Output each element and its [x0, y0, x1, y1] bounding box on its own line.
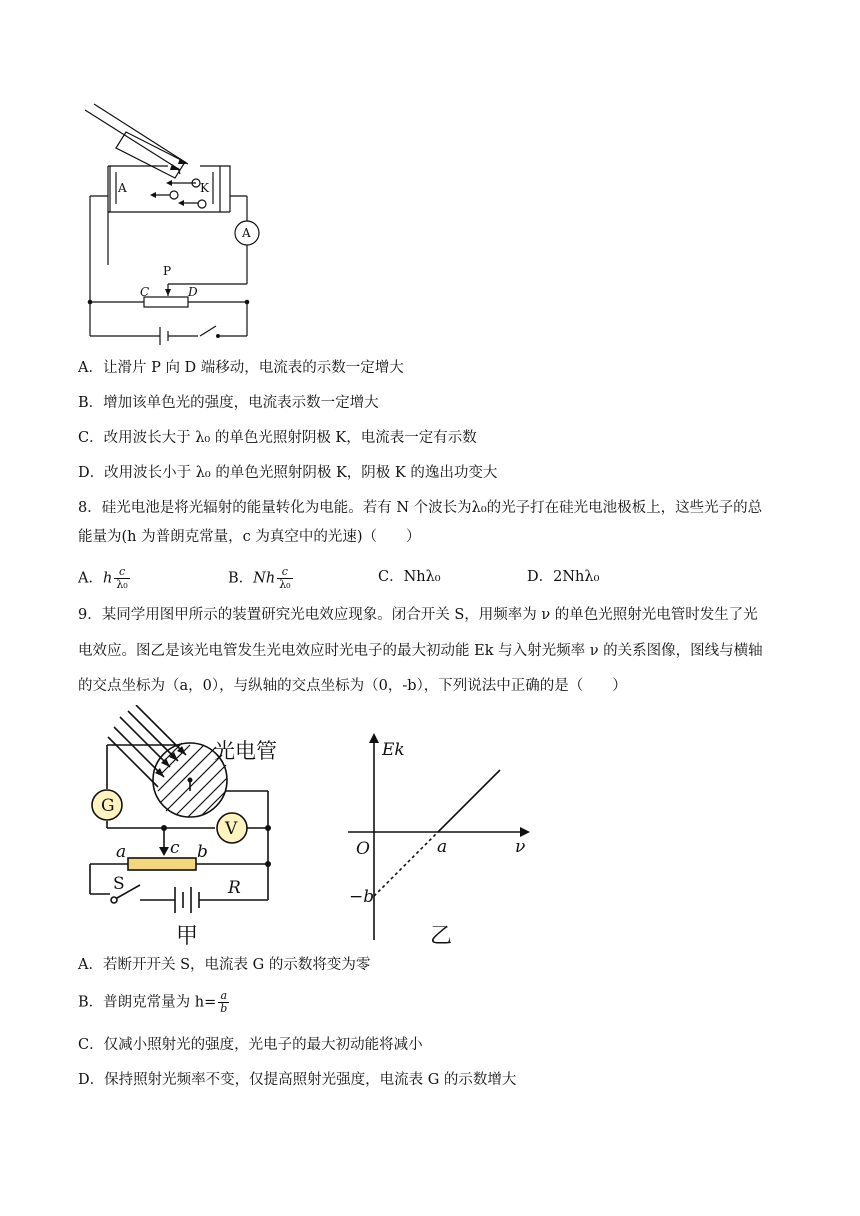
phototube-label: 光电管 [214, 739, 277, 763]
origin-label: O [356, 839, 370, 859]
q8-option-a-prefix: A． [78, 570, 103, 587]
q8-option-d: D．2Nhλ₀ [527, 569, 600, 585]
q7-option-c: C．改用波长大于 λ₀ 的单色光照射阴极 K，电流表一定有示数 [78, 430, 477, 446]
q8-stem-line2: 能量为(h 为普朗克常量，c 为真空中的光速)（ ） [78, 529, 421, 545]
q8-option-a-fraction [114, 566, 129, 591]
cathode-label: K [200, 181, 209, 195]
rheostat-end-c-label: C [140, 285, 150, 299]
rheostat-end-d-label: D [188, 285, 198, 299]
slider-label: P [163, 264, 172, 278]
q8-option-b-prefix: B． [228, 570, 254, 587]
photoelectric-circuit-figure [80, 705, 290, 950]
q7-option-b: B．增加该单色光的强度，电流表示数一定增大 [78, 395, 379, 411]
x-intercept-label: a [437, 837, 448, 857]
y-intercept-label: −b [349, 887, 375, 907]
y-axis-label: Ek [382, 740, 405, 760]
resistor-label: R [228, 878, 241, 898]
q9-option-b [78, 990, 231, 1015]
q8-option-a-h: h [102, 570, 113, 587]
q9-option-a: A．若断开开关 S，电流表 G 的示数将变为零 [78, 957, 371, 973]
ek-graph-line [438, 770, 500, 832]
slider-c-label: c [170, 838, 180, 858]
q9-option-b-fraction [218, 990, 229, 1015]
voltmeter-label: V [225, 819, 238, 839]
q9-option-b-denominator: b [220, 1002, 228, 1015]
q8-option-b-nh: Nh [253, 570, 276, 587]
q8-option-c: C．Nhλ₀ [378, 569, 441, 585]
phototube-circuit-figure [80, 100, 270, 345]
q9-stem-line3: 的交点坐标为（a，0），与纵轴的交点坐标为（0，-b），下列说法中正确的是（ ） [78, 678, 627, 694]
q8-option-b-fraction [277, 566, 292, 591]
ek-graph-extension [374, 832, 438, 896]
q9-stem-line1: 9．某同学用图甲所示的装置研究光电效应现象。闭合开关 S，用频率为 ν 的单色光照射光电管时发生了光 [78, 607, 758, 623]
q9-option-c: C．仅减小照射光的强度，光电子的最大初动能将减小 [78, 1037, 423, 1053]
rheostat-a-label: a [116, 842, 127, 862]
galvanometer-label: G [101, 796, 115, 816]
q8-option-b-denominator: λ₀ [279, 578, 291, 591]
q8-option-b [228, 566, 295, 591]
q7-option-a: A．让滑片 P 向 D 端移动，电流表的示数一定增大 [78, 360, 404, 376]
figure-jia-caption: 甲 [176, 924, 199, 949]
ammeter-label: A [242, 226, 251, 240]
q9-option-b-numerator: a [218, 990, 229, 1003]
q8-option-a-numerator: c [114, 566, 129, 579]
q9-stem-line2: 电效应。图乙是该光电管发生光电效应时光电子的最大初动能 Ek 与入射光频率 ν 的关系图像，图线与横轴 [78, 643, 763, 659]
q8-option-a-denominator: λ₀ [116, 578, 128, 591]
q9-option-b-prefix: B．普朗克常量为 h= [78, 994, 217, 1011]
q7-option-d: D．改用波长小于 λ₀ 的单色光照射阴极 K，阴极 K 的逸出功变大 [78, 465, 498, 481]
ek-frequency-graph [340, 725, 540, 950]
anode-label: A [118, 181, 127, 195]
switch-label: S [113, 874, 125, 894]
q8-option-a [78, 566, 132, 591]
x-axis-label: ν [515, 837, 526, 857]
figure-yi-caption: 乙 [430, 924, 453, 949]
q9-option-d: D．保持照射光频率不变，仅提高照射光强度，电流表 G 的示数增大 [78, 1072, 517, 1088]
q8-option-b-numerator: c [277, 566, 292, 579]
q8-stem-line1: 8．硅光电池是将光辐射的能量转化为电能。若有 N 个波长为λ₀的光子打在硅光电池极板上，这些光子的总 [78, 500, 763, 516]
rheostat-b-label: b [197, 842, 208, 862]
